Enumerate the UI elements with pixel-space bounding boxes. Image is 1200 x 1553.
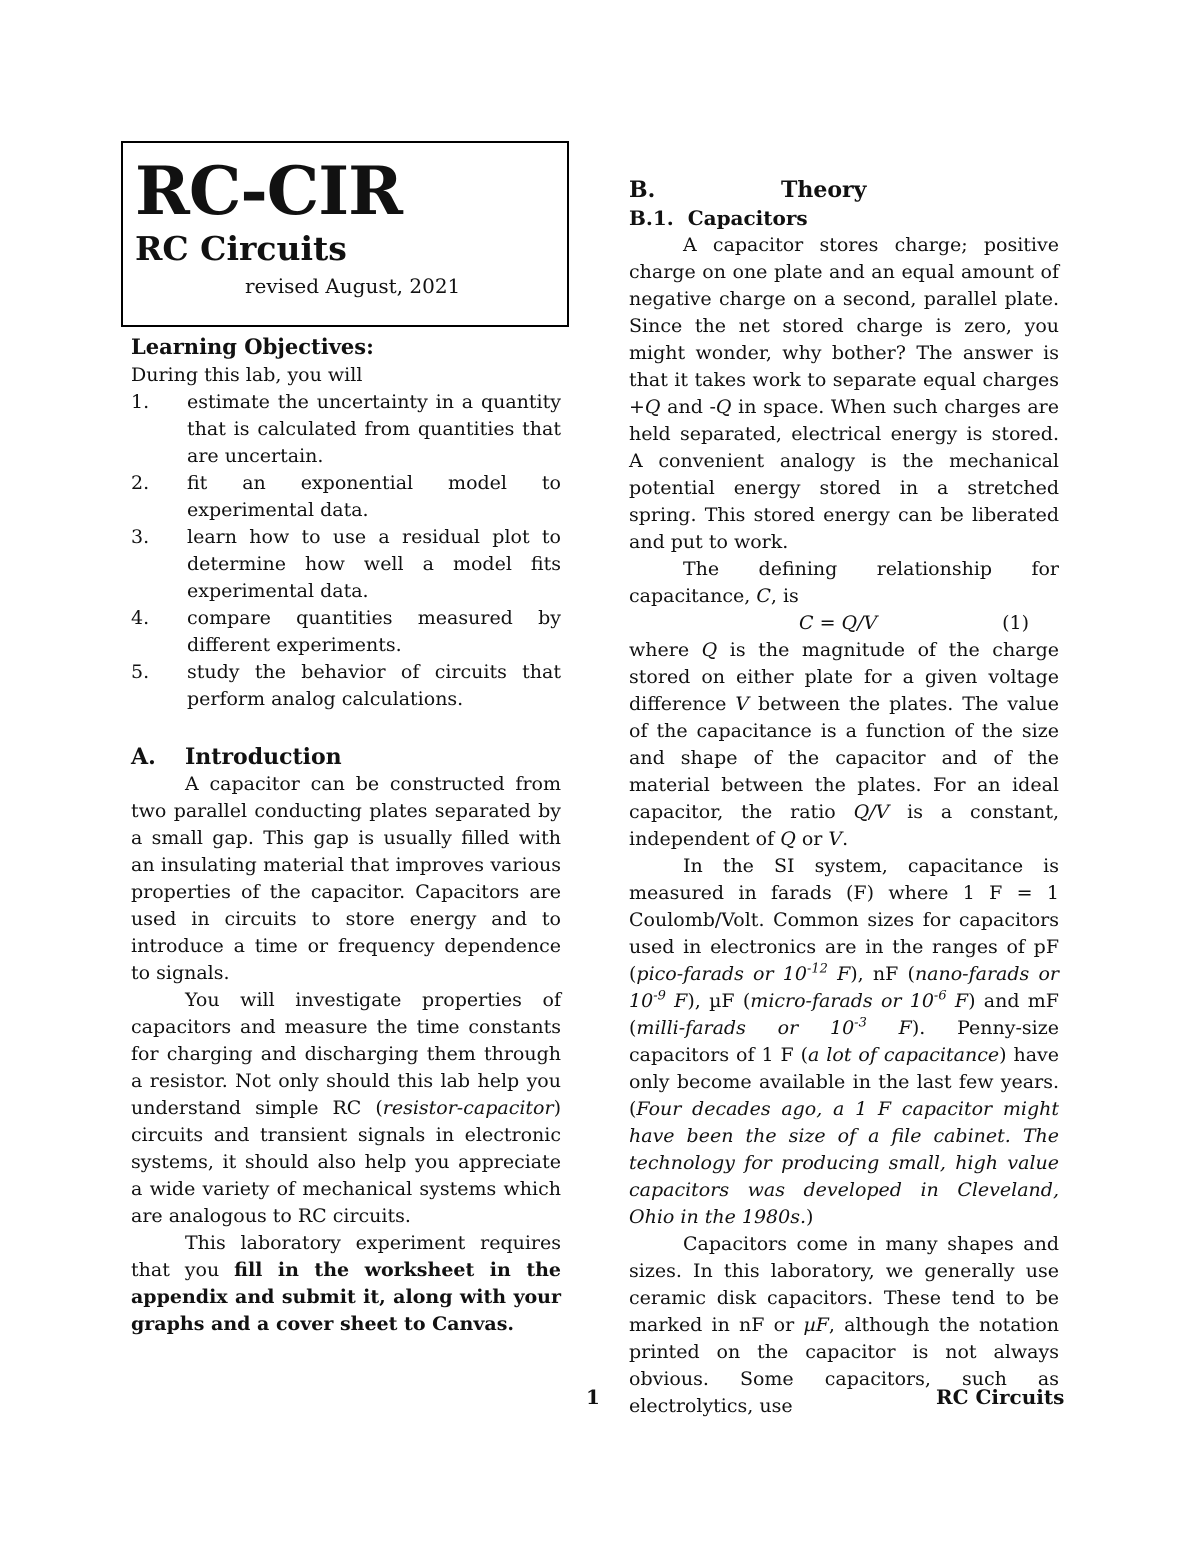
running-title: RC Circuits <box>936 1385 1065 1409</box>
list-item: 4. compare quantities measured by different experiments. <box>131 607 561 656</box>
paragraph: You will investigate properties of capacitors and measure the time constants for charging and discharging them through a resistor. Not only should this lab help you understand simple RC (resistor-capacitor) circuits and transient signals in electronic systems, it should also help you appreciate a wide variety of mechanical systems which are analogous to RC circuits. <box>131 989 561 1227</box>
lab-code: RC-CIR <box>135 152 403 230</box>
section-b-heading: B. Theory <box>629 177 867 203</box>
section-a-heading: A. Introduction <box>131 744 342 770</box>
learning-objectives-heading: Learning Objectives: <box>131 334 374 359</box>
page-number: 1 <box>586 1385 600 1409</box>
equation-number: (1) <box>1002 612 1029 634</box>
paragraph: A capacitor stores charge; positive charge on one plate and an equal amount of negative charge on a second, parallel plate. Since the net stored charge is zero, you might wonder, why bother? The answer is that it takes work to separate equal charges +Q and -Q in space. When such charges are held separated, electrical energy is stored. A convenient analogy is the mechanical potential energy stored in a stretched spring. This stored energy can be liberated and put to work. <box>629 234 1059 553</box>
paragraph: The defining relationship for capacitance, C, is <box>629 558 1059 607</box>
section-b-body <box>629 232 1059 1420</box>
list-item: 5. study the behavior of circuits that perform analog calculations. <box>131 661 561 710</box>
list-item: 1. estimate the uncertainty in a quantity that is calculated from quantities that are uncertain. <box>131 391 561 467</box>
lab-title: RC Circuits <box>135 229 347 268</box>
equation-1 <box>629 610 1059 637</box>
subsection-b1-heading: B.1. Capacitors <box>629 206 808 230</box>
list-item: 3. learn how to use a residual plot to determine how well a model fits experimental data. <box>131 526 561 602</box>
title-box <box>121 141 569 327</box>
paragraph: Capacitors come in many shapes and sizes. In this laboratory, we generally use ceramic disk capacitors. These tend to be marked in nF or µF, although the notation printed on the capacitor is not always obvious. Some capacitors, such as electrolytics, use <box>629 1233 1059 1417</box>
paragraph: A capacitor can be constructed from two parallel conducting plates separated by a small gap. This gap is usually filled with an insulating material that improves various properties of the capacitor. Capacitors are used in circuits to store energy and to introduce a time or frequency dependence to signals. <box>131 773 561 984</box>
revision-date: revised August, 2021 <box>245 274 461 298</box>
section-a-body <box>131 771 561 1338</box>
paragraph: In the SI system, capacitance is measured in farads (F) where 1 F = 1 Coulomb/Volt. Common sizes for capacitors used in electronics are in the ranges of pF (pico-farads or $10^{-12}$ F), nF (nano-farads or $10^{-9}$ F), µF (micro-farads or $10^{-6}$ F) and mF (milli-farads or $10^{-3}$ F). Penny-size capacitors of 1 F (a lot of capacitance) have only become available in the last few years. (Four decades ago, a 1 F capacitor might have been the size of a file cabinet. The technology for producing small, high value capacitors was developed in Cleveland, Ohio in the 1980s.) <box>629 855 1059 1228</box>
learning-objectives-list <box>131 389 561 713</box>
learning-objectives-intro: During this lab, you will <box>131 364 363 386</box>
paragraph: where Q is the magnitude of the charge stored on either plate for a given voltage difference V between the plates. The value of the capacitance is a function of the size and shape of the capacitor and of the material between the plates. For an ideal capacitor, the ratio Q/V is a constant, independent of Q or V. <box>629 639 1059 850</box>
equation-expression: C = Q/V <box>799 612 878 634</box>
paragraph: This laboratory experiment requires that you fill in the worksheet in the appendix and submit it, along with your graphs and a cover sheet to Canvas. <box>131 1232 562 1335</box>
list-item: 2. fit an exponential model to experimental data. <box>131 472 561 521</box>
